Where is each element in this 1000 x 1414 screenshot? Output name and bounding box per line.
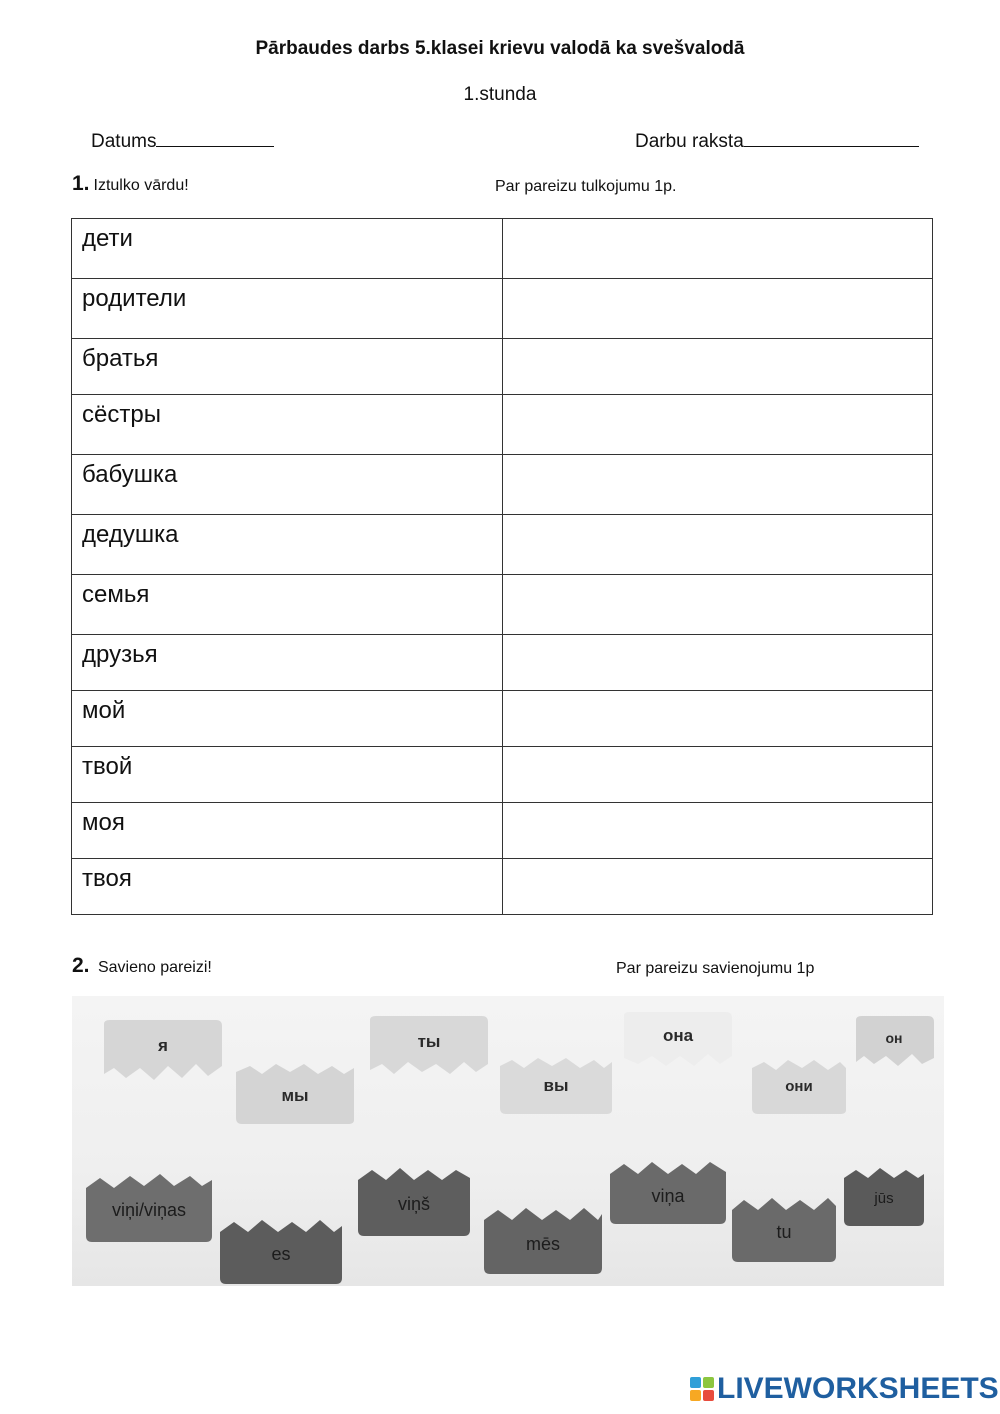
date-blank[interactable] (156, 128, 274, 147)
task2-heading (72, 954, 212, 978)
word-cell: дедушка (72, 515, 503, 575)
pronoun-label: viņa (651, 1186, 685, 1206)
pronoun-card-tu[interactable] (728, 1196, 840, 1264)
pronoun-card-mes[interactable] (480, 1206, 606, 1276)
pronoun-label: tu (776, 1222, 792, 1242)
pronoun-card-on[interactable] (852, 1014, 936, 1068)
table-row (72, 803, 933, 859)
table-row (72, 859, 933, 915)
word-cell: друзья (72, 635, 503, 691)
pronoun-label: я (158, 1036, 168, 1055)
pronoun-label: вы (543, 1076, 569, 1095)
table-row (72, 279, 933, 339)
task2-number: 2. (72, 954, 90, 977)
translation-answer-cell[interactable] (502, 455, 933, 515)
pronoun-card-es[interactable] (216, 1218, 346, 1286)
pronoun-label: es (271, 1244, 291, 1264)
pronoun-card-ya[interactable] (100, 1018, 226, 1082)
word-cell: родители (72, 279, 503, 339)
pronoun-card-vini-vinas[interactable] (82, 1172, 216, 1244)
pronoun-label: он (885, 1030, 903, 1046)
word-cell: мой (72, 691, 503, 747)
word-cell: братья (72, 339, 503, 395)
pronoun-label: mēs (525, 1234, 560, 1254)
translation-answer-cell[interactable] (502, 515, 933, 575)
matching-picture (72, 996, 944, 1286)
word-cell: твоя (72, 859, 503, 915)
pronoun-card-vina[interactable] (606, 1160, 730, 1226)
translation-answer-cell[interactable] (502, 635, 933, 691)
table-row (72, 691, 933, 747)
translation-answer-cell[interactable] (502, 279, 933, 339)
pronoun-card-jus[interactable] (840, 1166, 928, 1228)
table-row (72, 395, 933, 455)
pronoun-card-oni[interactable] (748, 1058, 850, 1116)
task2-points: Par pareizu savienojumu 1p (616, 960, 815, 977)
table-row (72, 575, 933, 635)
table-row (72, 635, 933, 691)
pronoun-label: jūs (874, 1190, 894, 1207)
word-cell: сёстры (72, 395, 503, 455)
date-label: Datums (91, 131, 157, 152)
word-cell: дети (72, 219, 503, 279)
writer-label: Darbu raksta (635, 131, 744, 152)
logo-icon (690, 1377, 714, 1401)
translation-answer-cell[interactable] (502, 575, 933, 635)
pronoun-card-ona[interactable] (620, 1010, 736, 1070)
pronoun-card-my[interactable] (232, 1062, 358, 1126)
task1-instruction: Iztulko vārdu! (93, 177, 189, 194)
lesson-subtitle: 1.stunda (463, 84, 537, 105)
task1-heading (72, 172, 189, 196)
translation-answer-cell[interactable] (502, 747, 933, 803)
translation-answer-cell[interactable] (502, 219, 933, 279)
table-row (72, 339, 933, 395)
pronoun-label: ты (417, 1032, 441, 1051)
pronoun-card-vins[interactable] (354, 1166, 474, 1238)
table-row (72, 455, 933, 515)
word-cell: семья (72, 575, 503, 635)
table-row (72, 219, 933, 279)
pronoun-label: viņš (397, 1194, 430, 1214)
task2-instruction: Savieno pareizi! (97, 959, 212, 976)
liveworksheets-logo (690, 1372, 999, 1406)
table-row (72, 515, 933, 575)
word-cell: бабушка (72, 455, 503, 515)
pronoun-label: она (662, 1026, 694, 1045)
translation-answer-cell[interactable] (502, 803, 933, 859)
translation-answer-cell[interactable] (502, 691, 933, 747)
translation-answer-cell[interactable] (502, 339, 933, 395)
writer-blank[interactable] (744, 128, 919, 147)
task1-number: 1. (72, 172, 90, 195)
word-cell: моя (72, 803, 503, 859)
pronoun-label: viņi/viņas (111, 1200, 187, 1220)
table-row (72, 747, 933, 803)
translation-table (71, 218, 933, 915)
pronoun-label: они (785, 1078, 813, 1095)
writer-field (635, 128, 919, 153)
word-cell: твой (72, 747, 503, 803)
translation-answer-cell[interactable] (502, 859, 933, 915)
translation-answer-cell[interactable] (502, 395, 933, 455)
date-field (91, 128, 274, 153)
pronoun-card-ty[interactable] (366, 1014, 492, 1078)
logo-text: LIVEWORKSHEETS (717, 1372, 999, 1405)
pronoun-card-vy[interactable] (496, 1056, 616, 1116)
worksheet-title: Pārbaudes darbs 5.klasei krievu valodā ka svešvalodā (255, 38, 745, 59)
pronoun-label: мы (281, 1086, 309, 1105)
task1-points: Par pareizu tulkojumu 1p. (495, 178, 677, 195)
